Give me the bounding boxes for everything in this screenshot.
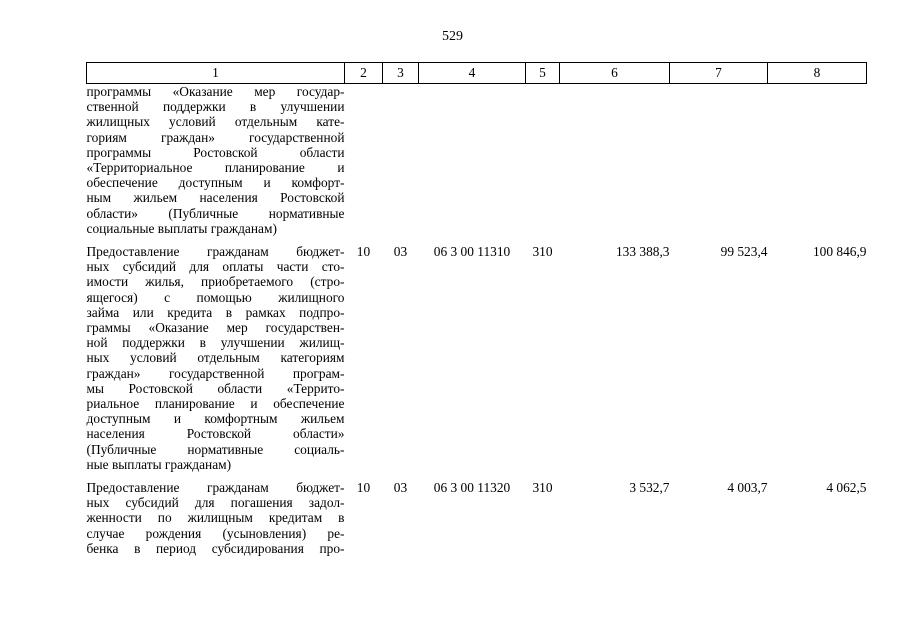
table-row (87, 236, 867, 472)
description-line: ных субсидий для оплаты части сто- (86, 259, 345, 275)
subsection-code: 03 (393, 244, 408, 260)
header-cell-7: 7 (670, 63, 768, 84)
target-article-code: 06 3 00 11320 (433, 480, 511, 496)
target-article-code: 06 3 00 11310 (433, 244, 511, 260)
amount-col-8: 100 846,9 (812, 244, 867, 260)
description-line: (Публичные нормативные социаль- (86, 441, 345, 457)
expense-type-code: 310 (532, 480, 553, 496)
amount-col-7: 99 523,4 (720, 244, 768, 260)
header-cell-1: 1 (87, 63, 345, 84)
description-line: области» (Публичные нормативные (86, 205, 345, 221)
description-line: бенка в период субсидирования про- (86, 540, 345, 556)
description-line: мы Ростовской области «Террито- (86, 380, 345, 396)
header-cell-4: 4 (419, 63, 526, 84)
description-line: программы «Оказание мер государ- (86, 84, 345, 99)
description-line: граммы «Оказание мер государствен- (86, 320, 345, 336)
description-line: Предоставление гражданам бюджет- (86, 244, 345, 260)
description-line: займа или кредита в рамках подпро- (86, 304, 345, 320)
description-line: населения Ростовской области» (86, 426, 345, 442)
description-line: обеспечение доступным и комфорт- (86, 175, 345, 191)
row-description (87, 236, 345, 472)
budget-table (86, 62, 867, 556)
description-line: имости жилья, приобретаемого (стро- (86, 274, 345, 290)
header-cell-6: 6 (560, 63, 670, 84)
description-line: Предоставление гражданам бюджет- (86, 480, 345, 496)
section-code: 10 (356, 244, 371, 260)
header-cell-2: 2 (345, 63, 383, 84)
row-description (87, 84, 345, 237)
expense-type-code: 310 (532, 244, 553, 260)
header-cell-8: 8 (768, 63, 867, 84)
subsection-code: 03 (393, 480, 408, 496)
description-line: ной поддержки в улучшении жилищ- (86, 335, 345, 351)
description-line: ных условий отдельным категориям (86, 350, 345, 366)
header-cell-5: 5 (526, 63, 560, 84)
amount-col-8: 4 062,5 (826, 480, 867, 496)
description-line: женности по жилищным кредитам в (86, 510, 345, 526)
description-line: риальное планирование и обеспечение (86, 396, 345, 412)
description-line: ные выплаты гражданам) (86, 456, 232, 472)
description-line: жилищных условий отдельным кате- (86, 114, 345, 130)
description-line: доступным и комфортным жильем (86, 411, 345, 427)
description-line: ящегося) с помощью жилищного (86, 289, 345, 305)
section-code: 10 (356, 480, 371, 496)
target-article-code (419, 84, 526, 237)
description-line: ственной поддержки в улучшении (86, 99, 345, 115)
header-cell-3: 3 (383, 63, 419, 84)
page-number: 529 (442, 29, 463, 44)
amount-col-7 (670, 84, 768, 237)
section-code (345, 84, 383, 237)
amount-col-6: 3 532,7 (629, 480, 670, 496)
amount-col-6: 133 388,3 (615, 244, 670, 260)
subsection-code (383, 84, 419, 237)
table-row (87, 472, 867, 556)
description-line: случае рождения (усыновления) ре- (86, 525, 345, 541)
amount-col-8 (768, 84, 867, 237)
amount-col-7: 4 003,7 (727, 480, 768, 496)
description-line: ных субсидий для погашения задол- (86, 495, 345, 511)
expense-type-code (526, 84, 560, 237)
description-line: «Территориальное планирование и (86, 160, 345, 176)
description-line: граждан» государственной програм- (86, 365, 345, 381)
description-line: социальные выплаты гражданам) (86, 220, 277, 236)
row-description (87, 472, 345, 556)
amount-col-6 (560, 84, 670, 237)
description-line: программы Ростовской области (86, 144, 345, 160)
description-line: гориям граждан» государственной (86, 129, 345, 145)
table-row (87, 84, 867, 237)
description-line: ным жильем населения Ростовской (86, 190, 345, 206)
header-row (87, 63, 867, 84)
